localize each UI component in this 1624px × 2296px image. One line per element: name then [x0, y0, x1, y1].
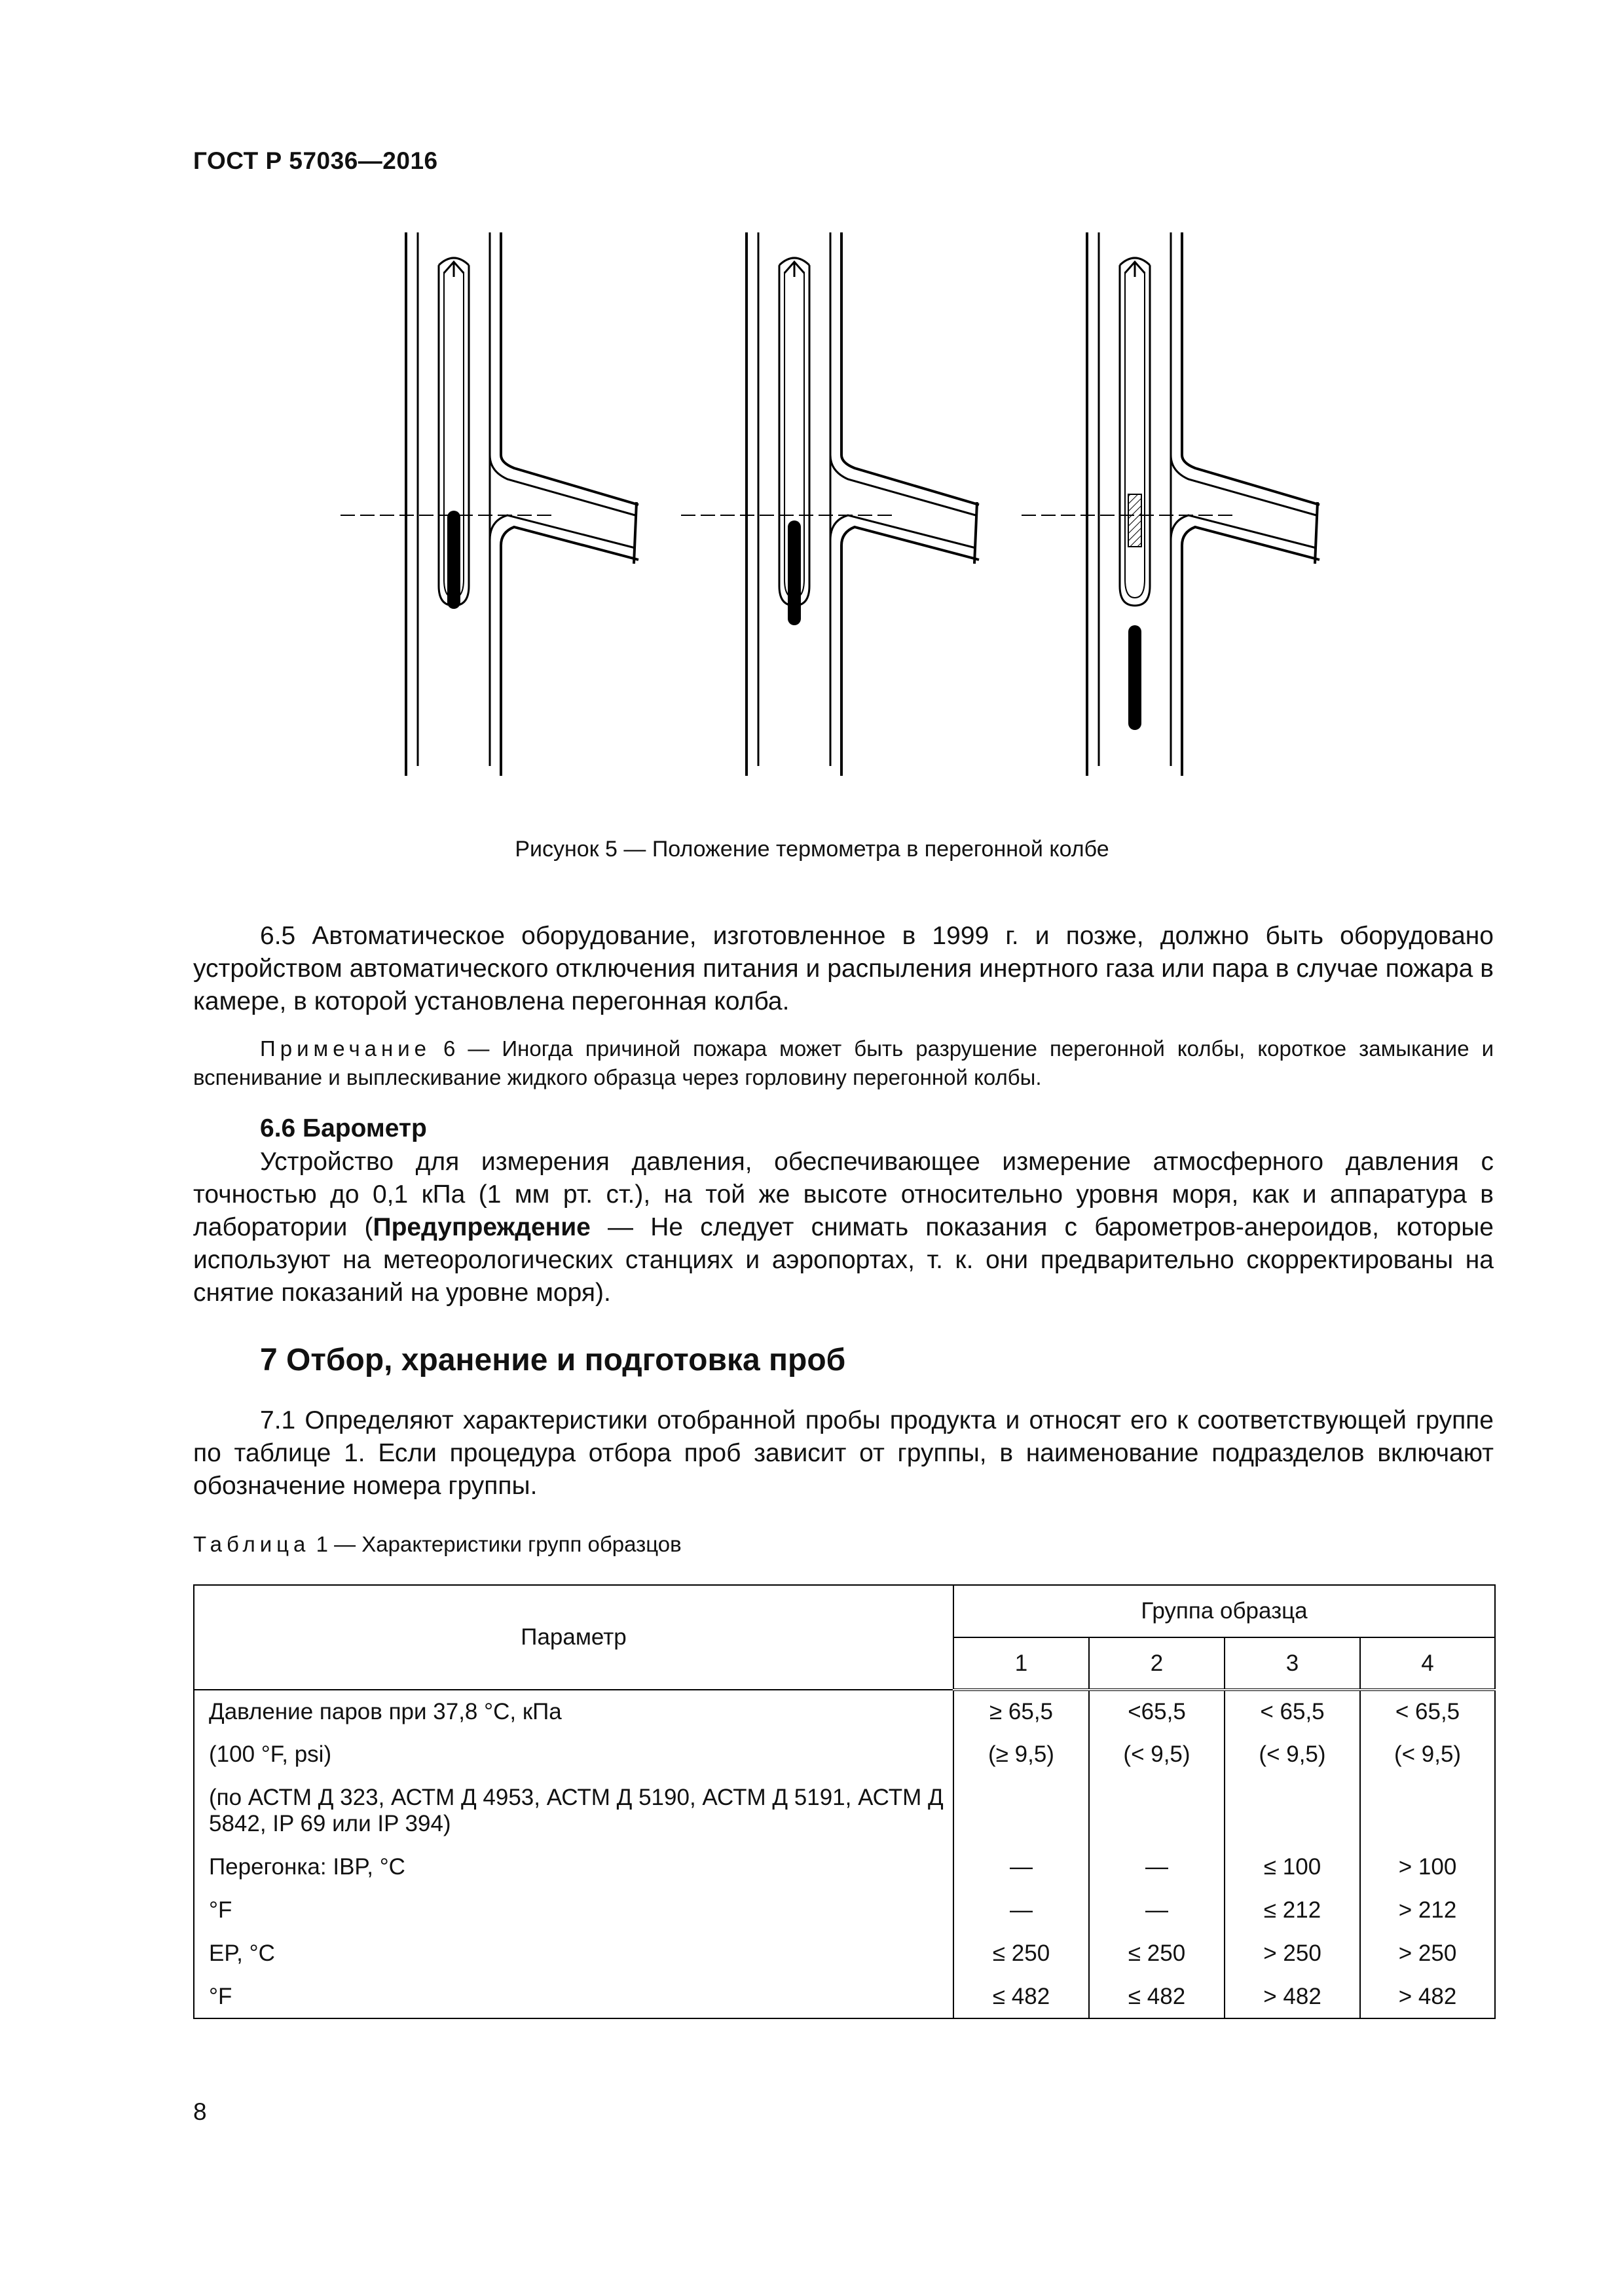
figure-caption: Рисунок 5 — Положение термометра в перегонной колбе	[515, 837, 1109, 862]
paragraph-6-6-text-before: Устройство для измерения давления, обеспечивающее измерение атмосферного давления с точностью до 0,1 кПа (1 мм рт. ст.), на той же высоте относительно уровня моря, как и аппаратура в лаборатории (	[193, 1148, 1494, 1241]
warning-label: Предупреждение	[373, 1213, 591, 1241]
table-row	[194, 1975, 1495, 2018]
table-title	[193, 1532, 682, 1557]
paragraph-7-1-text: 7.1 Определяют характеристики отобранной пробы продукта и относят его к соответствующей группе по таблице 1. Если процедура отбора проб зависит от группы, в наименование подразделов включают обозначение номера группы.	[193, 1406, 1494, 1500]
table-row	[194, 1932, 1495, 1975]
group-2-value-cell: —	[1089, 1889, 1225, 1932]
paragraph-6-5	[193, 920, 1494, 1018]
group-1-value-cell: (≥ 9,5)	[953, 1733, 1089, 1776]
group-4-value-cell: > 212	[1360, 1889, 1495, 1932]
note-label: Примечание	[260, 1036, 432, 1061]
table-title-text: 1 — Характеристики групп образцов	[316, 1532, 682, 1556]
group-3-value-cell: ≤ 212	[1225, 1889, 1360, 1932]
section-6-6-heading: 6.6 Барометр	[260, 1114, 427, 1142]
group-2-header: 2	[1089, 1637, 1225, 1690]
param-column-header: Параметр	[194, 1585, 953, 1690]
flask-position-1	[341, 232, 638, 776]
group-4-value-cell: (< 9,5)	[1360, 1733, 1495, 1776]
group-2-value-cell	[1089, 1776, 1225, 1846]
group-1-value-cell: —	[953, 1889, 1089, 1932]
group-2-value-cell: ≤ 482	[1089, 1975, 1225, 2018]
table-row	[194, 1733, 1495, 1776]
param-cell: Давление паров при 37,8 °С, кПа	[194, 1690, 953, 1733]
group-4-value-cell: > 482	[1360, 1975, 1495, 2018]
note-text: 6 — Иногда причиной пожара может быть разрушение перегонной колбы, короткое замыкание и вспенивание и выплескивание жидкого образца через горловину перегонной колбы.	[193, 1036, 1494, 1089]
flask-position-3	[1022, 232, 1320, 776]
group-3-value-cell: < 65,5	[1225, 1690, 1360, 1733]
param-cell: (100 °F, psi)	[194, 1733, 953, 1776]
flask-position-2	[681, 232, 979, 776]
paragraph-6-5-text: 6.5 Автоматическое оборудование, изготовленное в 1999 г. и позже, должно быть оборудовано устройством автоматического отключения питания и распыления инертного газа или пара в случае пожара в камере, в которой установлена перегонная колба.	[193, 922, 1494, 1015]
group-1-value-cell: —	[953, 1846, 1089, 1889]
param-cell: °F	[194, 1975, 953, 2018]
param-cell: °F	[194, 1889, 953, 1932]
group-3-value-cell: ≤ 100	[1225, 1846, 1360, 1889]
group-4-value-cell: > 100	[1360, 1846, 1495, 1889]
note-6	[193, 1034, 1494, 1092]
param-cell: (по АСТМ Д 323, АСТМ Д 4953, АСТМ Д 5190, АСТМ Д 5191, АСТМ Д 5842, IP 69 или IP 394)	[194, 1776, 953, 1846]
table-row	[194, 1889, 1495, 1932]
document-header: ГОСТ Р 57036—2016	[193, 147, 438, 174]
table-row	[194, 1776, 1495, 1846]
group-1-value-cell: ≥ 65,5	[953, 1690, 1089, 1733]
group-column-header: Группа образца	[953, 1585, 1495, 1637]
group-3-value-cell: > 482	[1225, 1975, 1360, 2018]
param-cell: EP, °C	[194, 1932, 953, 1975]
group-3-value-cell: (< 9,5)	[1225, 1733, 1360, 1776]
group-4-value-cell: < 65,5	[1360, 1690, 1495, 1733]
page-number: 8	[193, 2098, 207, 2125]
group-3-value-cell: > 250	[1225, 1932, 1360, 1975]
paragraph-6-6	[193, 1146, 1494, 1309]
table-row	[194, 1690, 1495, 1733]
table-title-label: Таблица	[193, 1532, 310, 1556]
table-row	[194, 1846, 1495, 1889]
paragraph-7-1	[193, 1404, 1494, 1503]
param-cell: Перегонка: IBP, °C	[194, 1846, 953, 1889]
group-2-value-cell: —	[1089, 1846, 1225, 1889]
group-1-value-cell: ≤ 250	[953, 1932, 1089, 1975]
thermometer-position-figure	[341, 232, 1362, 815]
group-4-value-cell	[1360, 1776, 1495, 1846]
group-3-header: 3	[1225, 1637, 1360, 1690]
group-2-value-cell: ≤ 250	[1089, 1932, 1225, 1975]
group-1-header: 1	[953, 1637, 1089, 1690]
group-2-value-cell: <65,5	[1089, 1690, 1225, 1733]
section-7-heading: 7 Отбор, хранение и подготовка проб	[260, 1343, 846, 1377]
group-3-value-cell	[1225, 1776, 1360, 1846]
table-body	[194, 1690, 1495, 2018]
group-1-value-cell	[953, 1776, 1089, 1846]
group-4-header: 4	[1360, 1637, 1495, 1690]
sample-groups-table	[193, 1584, 1496, 2019]
paragraph-6-6-text-after: — Не следует снимать показания с барометров-анероидов, которые используют на метеорологических станциях и аэропортах, т. к. они предварительно скорректированы на снятие показаний на уровне моря).	[193, 1213, 1494, 1307]
group-1-value-cell: ≤ 482	[953, 1975, 1089, 2018]
group-4-value-cell: > 250	[1360, 1932, 1495, 1975]
group-2-value-cell: (< 9,5)	[1089, 1733, 1225, 1776]
